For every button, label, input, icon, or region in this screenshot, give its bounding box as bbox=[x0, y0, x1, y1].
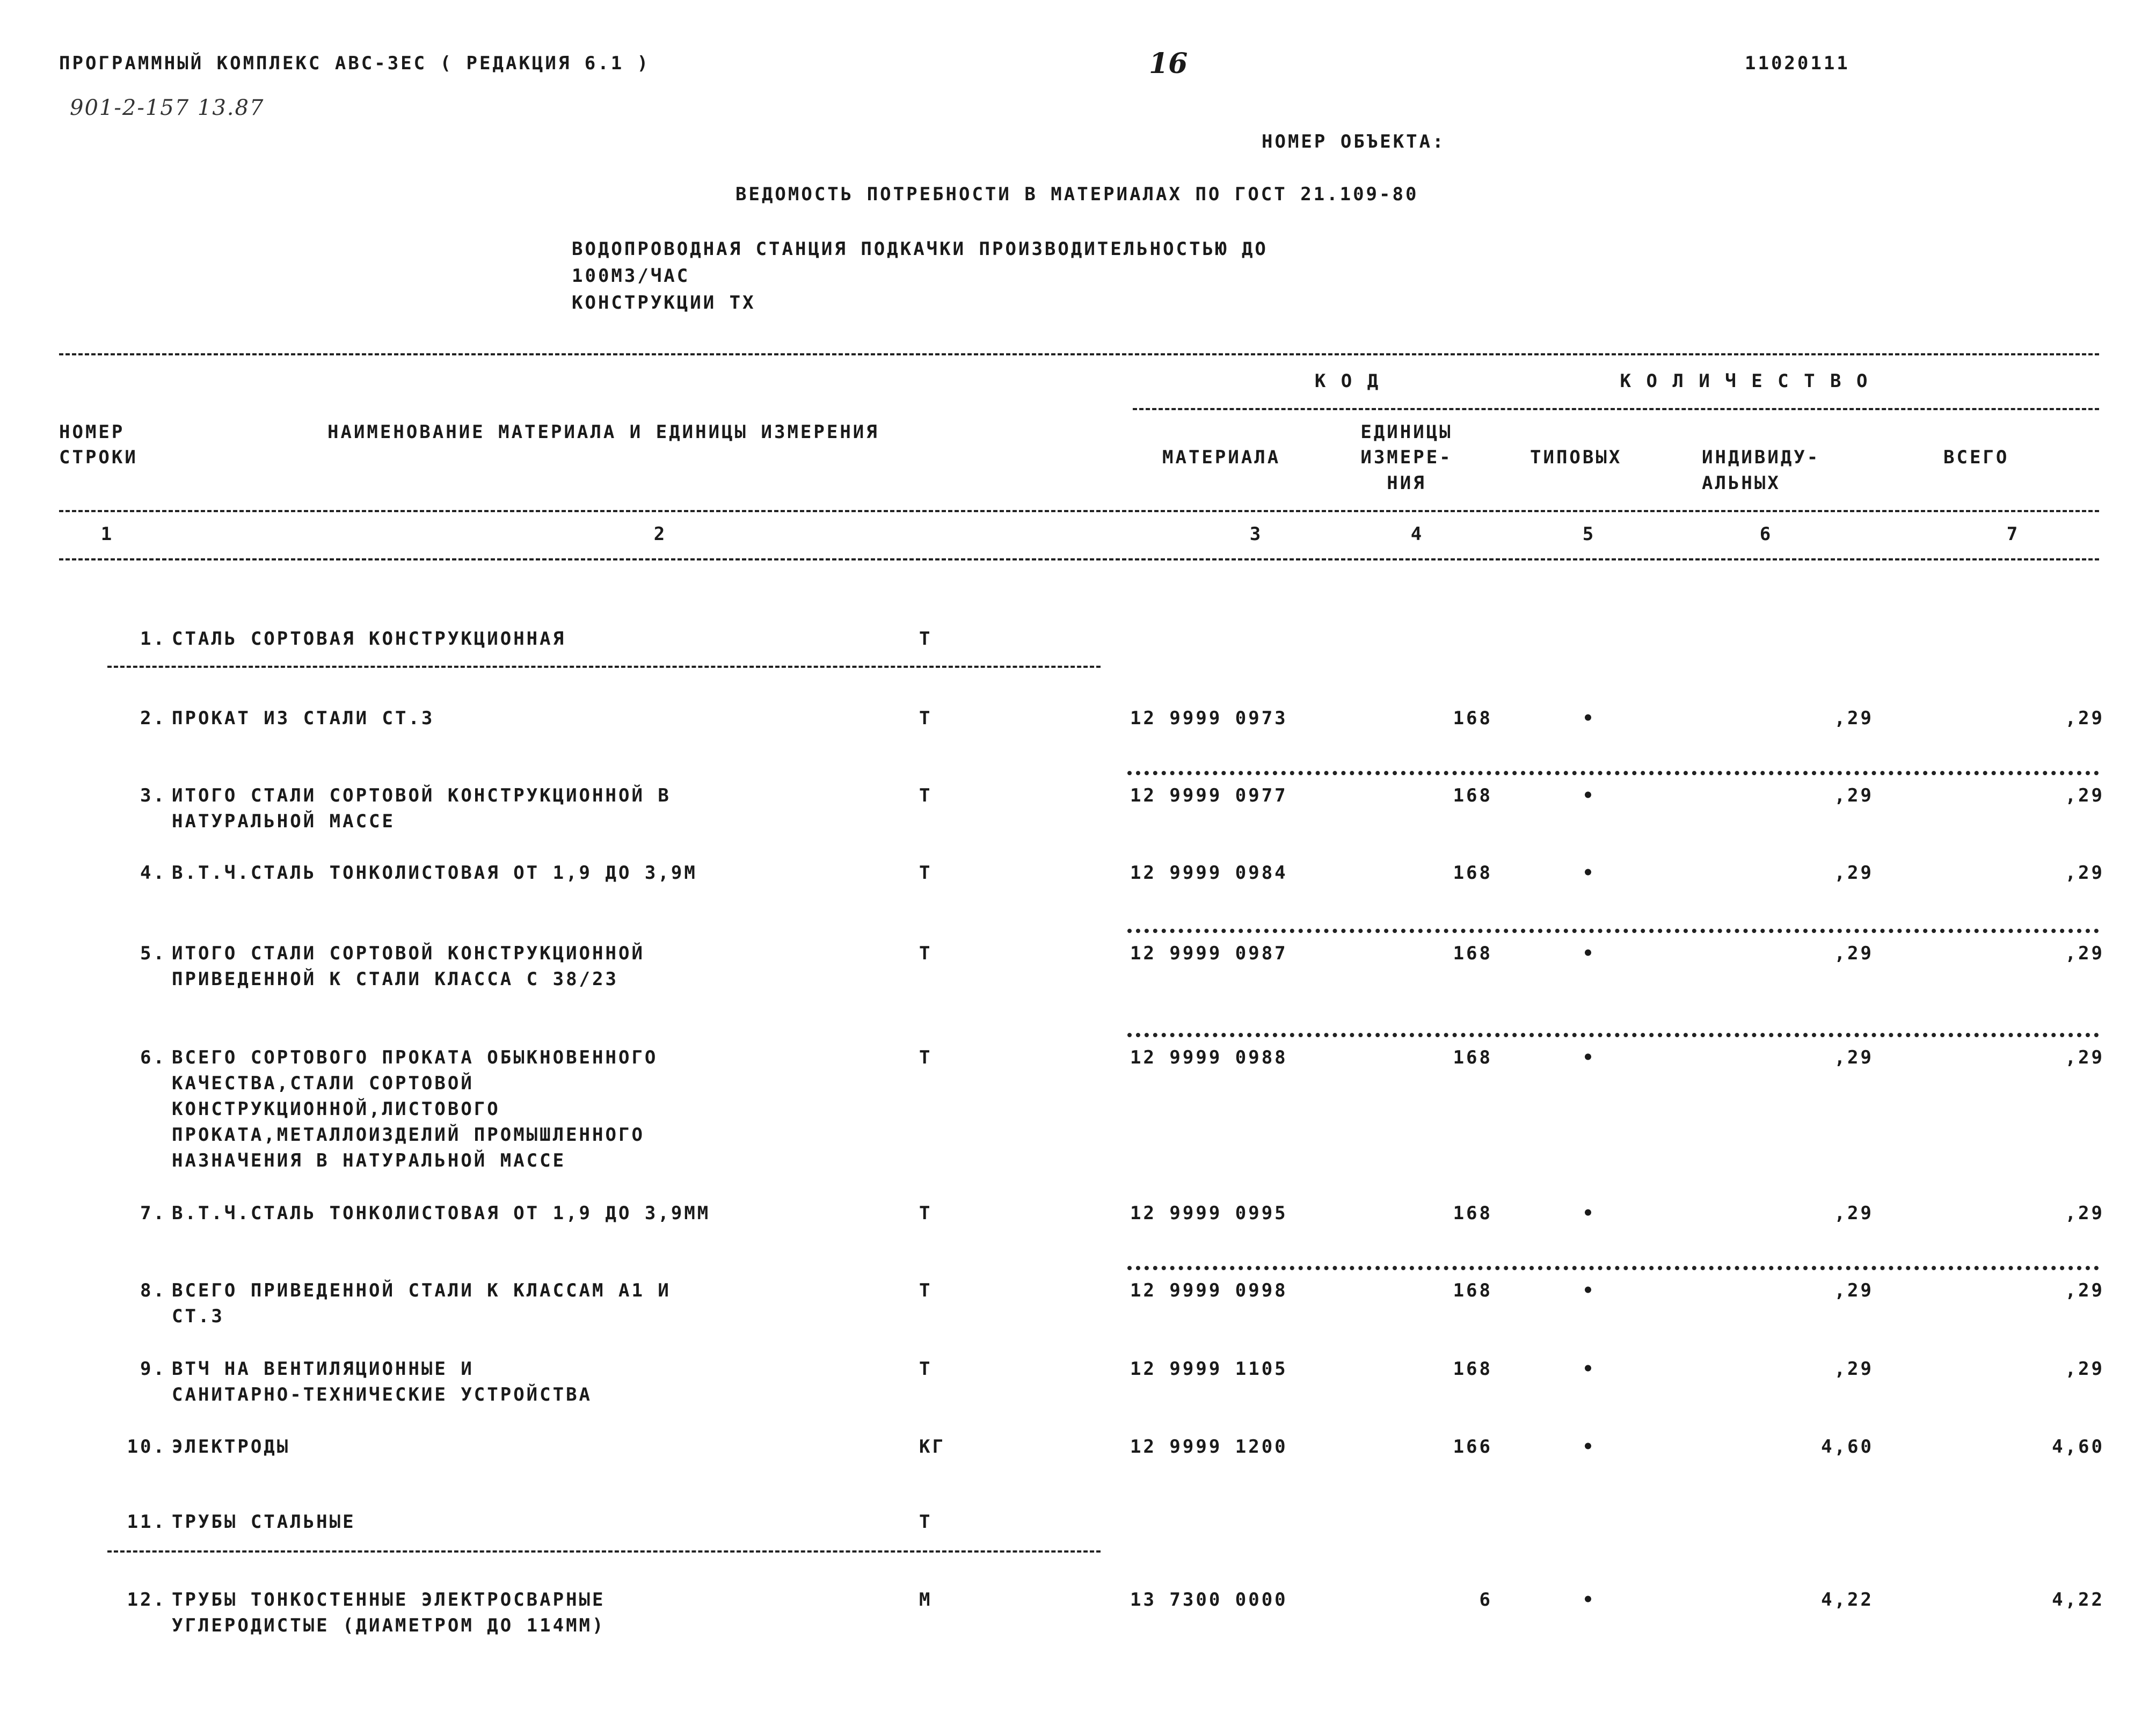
col-number-6: 6 bbox=[1759, 523, 1773, 545]
col-code-group: К О Д bbox=[1314, 370, 1381, 392]
total-separator-rule bbox=[1127, 771, 2099, 775]
section-underline bbox=[107, 666, 1101, 668]
unit-label: Т bbox=[919, 862, 933, 884]
typical-quantity: • bbox=[1582, 1436, 1596, 1458]
unit-code: 168 bbox=[1453, 785, 1492, 806]
total-separator-rule bbox=[1127, 1266, 2099, 1270]
individual-quantity: ,29 bbox=[1834, 785, 1874, 806]
material-name-line: ИТОГО СТАЛИ СОРТОВОЙ КОНСТРУКЦИОННОЙ В bbox=[172, 785, 671, 806]
row-number: 10. bbox=[127, 1436, 166, 1458]
individual-quantity: ,29 bbox=[1834, 708, 1874, 729]
individual-quantity: ,29 bbox=[1834, 862, 1874, 884]
station-title-line1: ВОДОПРОВОДНАЯ СТАНЦИЯ ПОДКАЧКИ ПРОИЗВОДИТЕЛЬНОСТЬЮ ДО bbox=[572, 238, 1268, 260]
row-number: 5. bbox=[140, 943, 166, 964]
unit-label: Т bbox=[919, 708, 933, 729]
row-number: 12. bbox=[127, 1589, 166, 1611]
row-number: 11. bbox=[127, 1511, 166, 1533]
col-number-5: 5 bbox=[1582, 523, 1596, 545]
header-mid-rule bbox=[59, 510, 2099, 512]
program-info: ПРОГРАММНЫЙ КОМПЛЕКС АВС-ЗЕС ( РЕДАКЦИЯ 6.1 ) bbox=[59, 53, 651, 74]
document-code: 11020111 bbox=[1745, 53, 1850, 74]
row-number: 6. bbox=[140, 1047, 166, 1068]
material-name-line: ПРИВЕДЕННОЙ К СТАЛИ КЛАССА С 38/23 bbox=[172, 968, 618, 990]
material-name-line: ТРУБЫ ТОНКОСТЕННЫЕ ЭЛЕКТРОСВАРНЫЕ bbox=[172, 1589, 606, 1611]
col-total: ВСЕГО bbox=[1943, 447, 2009, 468]
station-title-line2: 100М3/ЧАС bbox=[572, 265, 690, 287]
col-unit-code-1: ЕДИНИЦЫ bbox=[1360, 421, 1453, 443]
col-typical: ТИПОВЫХ bbox=[1530, 447, 1622, 468]
station-title-line3: КОНСТРУКЦИИ ТХ bbox=[572, 292, 756, 314]
material-code: 12 9999 0995 bbox=[1130, 1203, 1288, 1224]
unit-code: 6 bbox=[1479, 1589, 1492, 1611]
material-name-line: ВСЕГО СОРТОВОГО ПРОКАТА ОБЫКНОВЕННОГО bbox=[172, 1047, 658, 1068]
material-code: 12 9999 0988 bbox=[1130, 1047, 1288, 1068]
unit-label: КГ bbox=[919, 1436, 945, 1458]
individual-quantity: 4,60 bbox=[1821, 1436, 1874, 1458]
row-number: 8. bbox=[140, 1280, 166, 1301]
individual-quantity: ,29 bbox=[1834, 1047, 1874, 1068]
unit-code: 168 bbox=[1453, 708, 1492, 729]
material-code: 12 9999 1200 bbox=[1130, 1436, 1288, 1458]
col-number-2: 2 bbox=[653, 523, 667, 545]
row-number: 2. bbox=[140, 708, 166, 729]
material-name-line: СТ.3 bbox=[172, 1306, 224, 1327]
page-number: 16 bbox=[1149, 47, 1188, 80]
unit-label: Т bbox=[919, 628, 933, 650]
row-number: 7. bbox=[140, 1203, 166, 1224]
col-material-code: МАТЕРИАЛА bbox=[1162, 447, 1281, 468]
material-code: 12 9999 0998 bbox=[1130, 1280, 1288, 1301]
material-code: 12 9999 0984 bbox=[1130, 862, 1288, 884]
unit-label: Т bbox=[919, 785, 933, 806]
col-row-number-2: СТРОКИ bbox=[59, 447, 138, 468]
unit-label: Т bbox=[919, 1280, 933, 1301]
total-separator-rule bbox=[1127, 929, 2099, 933]
material-name-line: НАТУРАЛЬНОЙ МАССЕ bbox=[172, 811, 395, 832]
object-number-label: НОМЕР ОБЪЕКТА: bbox=[1262, 131, 1446, 152]
col-unit-code-3: НИЯ bbox=[1387, 472, 1426, 494]
material-name-line: СТАЛЬ СОРТОВАЯ КОНСТРУКЦИОННАЯ bbox=[172, 628, 566, 650]
material-name-line: УГЛЕРОДИСТЫЕ (ДИАМЕТРОМ ДО 114ММ) bbox=[172, 1615, 606, 1636]
header-bottom-rule bbox=[59, 558, 2099, 560]
unit-code: 168 bbox=[1453, 1203, 1492, 1224]
material-code: 13 7300 0000 bbox=[1130, 1589, 1288, 1611]
total-quantity: ,29 bbox=[2065, 1280, 2104, 1301]
col-individual-2: АЛЬНЫХ bbox=[1702, 472, 1781, 494]
header-sub-rule bbox=[1133, 408, 2099, 410]
col-unit-code-2: ИЗМЕРЕ- bbox=[1360, 447, 1453, 468]
unit-label: Т bbox=[919, 1511, 933, 1533]
col-individual-1: ИНДИВИДУ- bbox=[1702, 447, 1820, 468]
total-quantity: 4,60 bbox=[2052, 1436, 2104, 1458]
material-name-line: КАЧЕСТВА,СТАЛИ СОРТОВОЙ bbox=[172, 1073, 474, 1094]
total-quantity: ,29 bbox=[2065, 862, 2104, 884]
material-code: 12 9999 1105 bbox=[1130, 1358, 1288, 1380]
typical-quantity: • bbox=[1582, 943, 1596, 964]
material-name-line: КОНСТРУКЦИОННОЙ,ЛИСТОВОГО bbox=[172, 1098, 500, 1120]
material-name-line: САНИТАРНО-ТЕХНИЧЕСКИЕ УСТРОЙСТВА bbox=[172, 1384, 593, 1405]
col-number-7: 7 bbox=[2006, 523, 2020, 545]
unit-code: 168 bbox=[1453, 862, 1492, 884]
material-name-line: ВТЧ НА ВЕНТИЛЯЦИОННЫЕ И bbox=[172, 1358, 474, 1380]
section-underline bbox=[107, 1550, 1101, 1553]
row-number: 3. bbox=[140, 785, 166, 806]
col-number-4: 4 bbox=[1410, 523, 1424, 545]
total-quantity: ,29 bbox=[2065, 1047, 2104, 1068]
material-name-line: НАЗНАЧЕНИЯ В НАТУРАЛЬНОЙ МАССЕ bbox=[172, 1150, 566, 1171]
typical-quantity: • bbox=[1582, 862, 1596, 884]
total-quantity: ,29 bbox=[2065, 1358, 2104, 1380]
individual-quantity: ,29 bbox=[1834, 1203, 1874, 1224]
material-name-line: ПРОКАТА,МЕТАЛЛОИЗДЕЛИЙ ПРОМЫШЛЕННОГО bbox=[172, 1124, 645, 1146]
material-code: 12 9999 0977 bbox=[1130, 785, 1288, 806]
header-top-rule bbox=[59, 353, 2099, 355]
unit-label: Т bbox=[919, 1358, 933, 1380]
total-quantity: ,29 bbox=[2065, 1203, 2104, 1224]
typical-quantity: • bbox=[1582, 1280, 1596, 1301]
total-quantity: ,29 bbox=[2065, 943, 2104, 964]
material-name-line: В.Т.Ч.СТАЛЬ ТОНКОЛИСТОВАЯ ОТ 1,9 ДО 3,9М bbox=[172, 862, 697, 884]
total-quantity: ,29 bbox=[2065, 785, 2104, 806]
material-name-line: ПРОКАТ ИЗ СТАЛИ СТ.3 bbox=[172, 708, 435, 729]
material-name-line: В.Т.Ч.СТАЛЬ ТОНКОЛИСТОВАЯ ОТ 1,9 ДО 3,9ММ bbox=[172, 1203, 711, 1224]
typical-quantity: • bbox=[1582, 708, 1596, 729]
typical-quantity: • bbox=[1582, 1047, 1596, 1068]
unit-code: 166 bbox=[1453, 1436, 1492, 1458]
unit-label: Т bbox=[919, 943, 933, 964]
material-name-line: ТРУБЫ СТАЛЬНЫЕ bbox=[172, 1511, 356, 1533]
material-code: 12 9999 0973 bbox=[1130, 708, 1288, 729]
material-name-line: ЭЛЕКТРОДЫ bbox=[172, 1436, 290, 1458]
individual-quantity: ,29 bbox=[1834, 1358, 1874, 1380]
typical-quantity: • bbox=[1582, 785, 1596, 806]
unit-label: М bbox=[919, 1589, 933, 1611]
material-code: 12 9999 0987 bbox=[1130, 943, 1288, 964]
unit-code: 168 bbox=[1453, 943, 1492, 964]
col-row-number-1: НОМЕР bbox=[59, 421, 125, 443]
total-quantity: 4,22 bbox=[2052, 1589, 2104, 1611]
material-name-line: ВСЕГО ПРИВЕДЕННОЙ СТАЛИ К КЛАССАМ А1 И bbox=[172, 1280, 671, 1301]
typical-quantity: • bbox=[1582, 1203, 1596, 1224]
unit-label: Т bbox=[919, 1047, 933, 1068]
individual-quantity: 4,22 bbox=[1821, 1589, 1874, 1611]
unit-label: Т bbox=[919, 1203, 933, 1224]
col-quantity-group: К О Л И Ч Е С Т В О bbox=[1620, 370, 1870, 392]
material-name-line: ИТОГО СТАЛИ СОРТОВОЙ КОНСТРУКЦИОННОЙ bbox=[172, 943, 645, 964]
individual-quantity: ,29 bbox=[1834, 1280, 1874, 1301]
row-number: 9. bbox=[140, 1358, 166, 1380]
row-number: 4. bbox=[140, 862, 166, 884]
col-number-1: 1 bbox=[100, 523, 114, 545]
individual-quantity: ,29 bbox=[1834, 943, 1874, 964]
typical-quantity: • bbox=[1582, 1589, 1596, 1611]
unit-code: 168 bbox=[1453, 1047, 1492, 1068]
typical-quantity: • bbox=[1582, 1358, 1596, 1380]
statement-title: ВЕДОМОСТЬ ПОТРЕБНОСТИ В МАТЕРИАЛАХ ПО ГОСТ 21.109-80 bbox=[735, 184, 1419, 205]
total-quantity: ,29 bbox=[2065, 708, 2104, 729]
handwritten-reference: 901-2-157 13.87 bbox=[70, 96, 265, 120]
col-material-name: НАИМЕНОВАНИЕ МАТЕРИАЛА И ЕДИНИЦЫ ИЗМЕРЕНИЯ bbox=[327, 421, 879, 443]
unit-code: 168 bbox=[1453, 1358, 1492, 1380]
unit-code: 168 bbox=[1453, 1280, 1492, 1301]
col-number-3: 3 bbox=[1249, 523, 1263, 545]
total-separator-rule bbox=[1127, 1033, 2099, 1037]
row-number: 1. bbox=[140, 628, 166, 650]
